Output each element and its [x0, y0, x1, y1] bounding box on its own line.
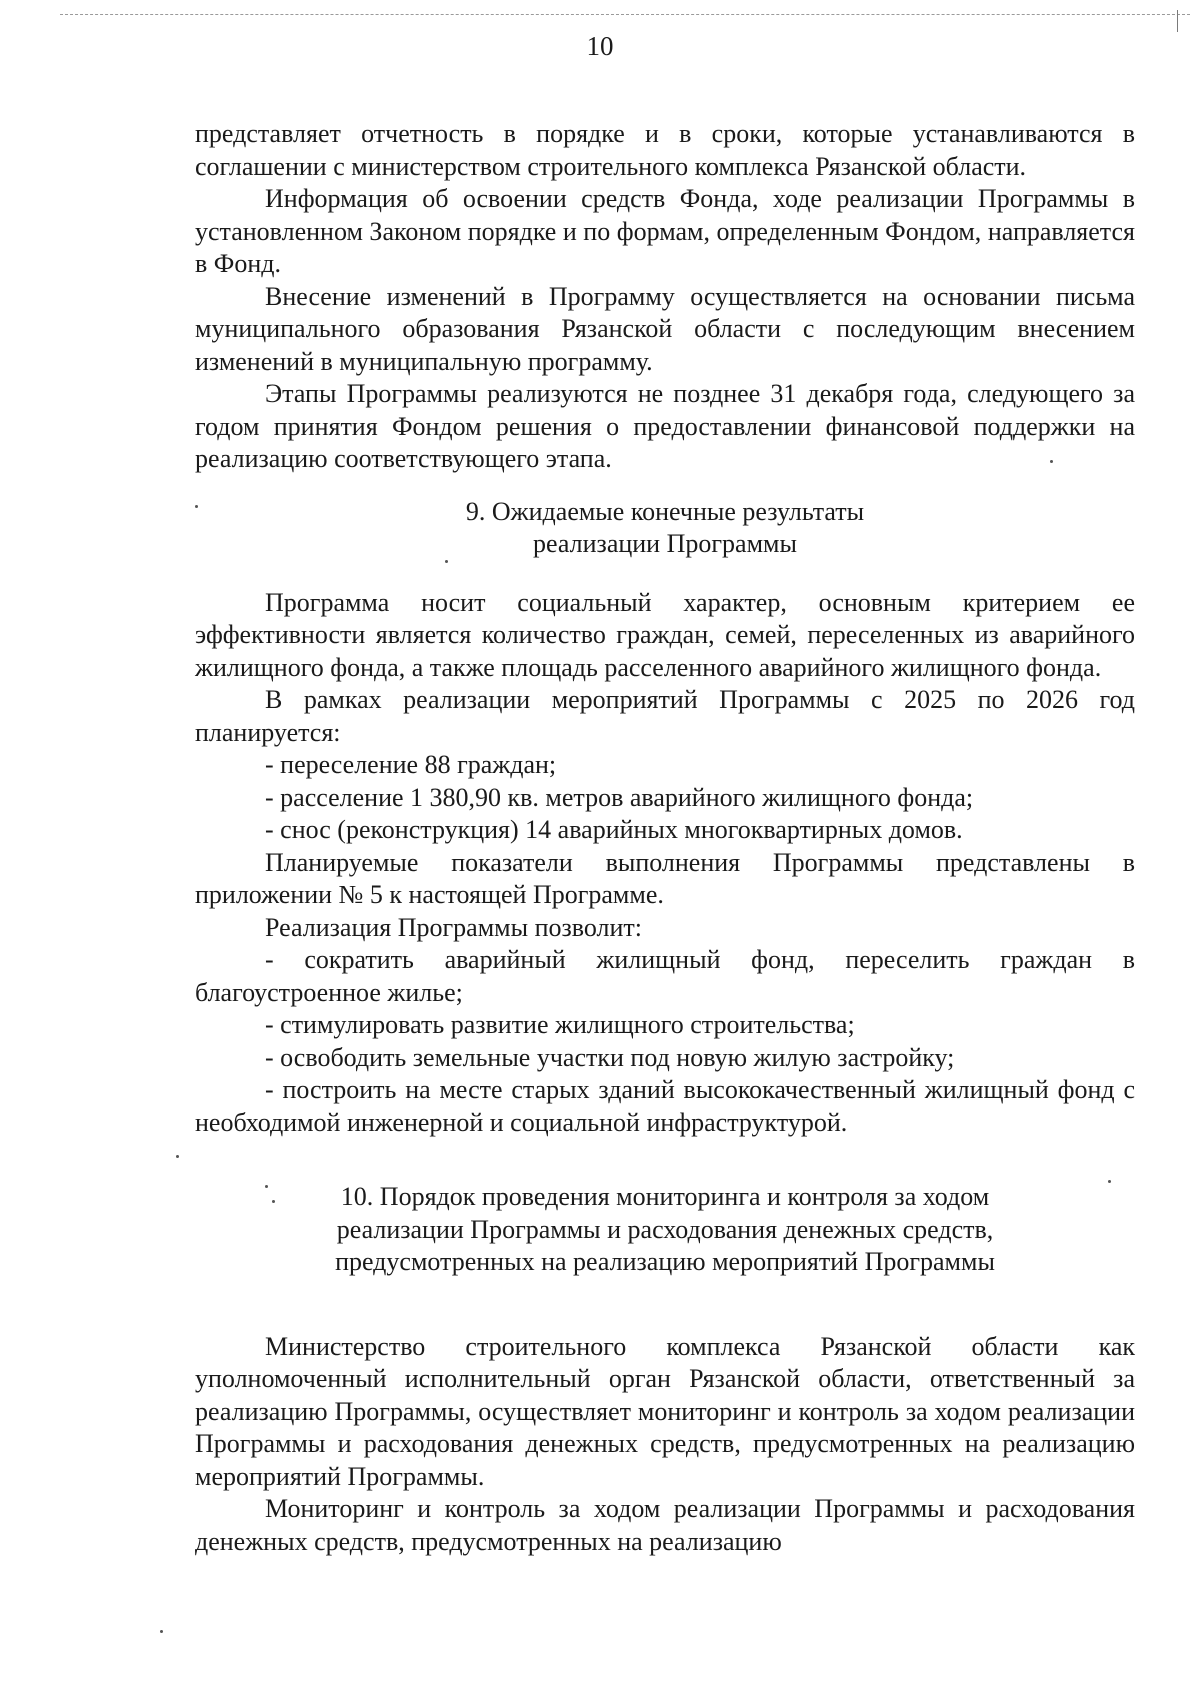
paragraph-monitoring: Мониторинг и контроль за ходом реализации Программы и расходования денежных средств, предусмотренных на реализацию: [195, 1494, 1135, 1556]
paragraph-stages: Этапы Программы реализуются не позднее 31 декабря года, следующего за годом принятия Фондом решения о предоставлении финансовой поддержки на реализацию соответствующего этапа.: [195, 379, 1135, 473]
paragraph-social-character: Программа носит социальный характер, основным критерием ее эффективности является количество граждан, семей, переселенных из аварийного жилищного фонда, а также площадь расселенного аварийного жилищного фонда.: [195, 587, 1135, 682]
section-10-heading-line: предусмотренных на реализацию мероприятий Программы: [335, 1247, 995, 1276]
scan-speck: [1108, 1180, 1111, 1183]
document-body: [195, 118, 1135, 1558]
list-item-planned: - расселение 1 380,90 кв. метров аварийного жилищного фонда;: [265, 782, 974, 812]
scan-edge-line: [60, 14, 1190, 15]
paragraph-reporting: представляет отчетность в порядке и в сроки, которые устанавливаются в соглашении с министерством строительного комплекса Рязанской области.: [195, 119, 1135, 181]
scan-speck: [1050, 460, 1053, 463]
paragraph-fund-info: Информация об освоении средств Фонда, ходе реализации Программы в установленном Законом порядке и по формам, определенным Фондом, направляется в Фонд.: [195, 184, 1135, 278]
paragraph-ministry: Министерство строительного комплекса Рязанской области как уполномоченный исполнительный орган Рязанской области, ответственный за реализацию Программы, осуществляет мониторинг и контроль за ходом реализации Программы и расходования денежных средств, предусмотренных на реализацию мероприятий Программы.: [195, 1331, 1135, 1491]
list-item-benefit: - построить на месте старых зданий высококачественный жилищный фонд с необходимой инженерной и социальной инфраструктурой.: [195, 1075, 1135, 1137]
paragraph-benefits-intro: Реализация Программы позволит:: [265, 912, 642, 942]
section-9-heading: [195, 496, 1135, 561]
section-9-heading-line: 9. Ожидаемые конечные результаты: [465, 496, 865, 526]
paragraph-planned: В рамках реализации мероприятий Программы с 2025 по 2026 год планируется:: [195, 685, 1135, 747]
scan-speck: [195, 505, 198, 508]
paragraph-indicators: Планируемые показатели выполнения Программы представлены в приложении № 5 к настоящей Программе.: [195, 847, 1135, 909]
scan-speck: [272, 1200, 275, 1203]
section-10-heading-line: реализации Программы и расходования денежных средств,: [336, 1214, 994, 1244]
list-item-benefit: - сократить аварийный жилищный фонд, переселить граждан в благоустроенное жилье;: [195, 945, 1135, 1007]
section-9-heading-line: реализации Программы: [533, 529, 797, 558]
section-10-heading: [195, 1181, 1135, 1279]
paragraph-changes: Внесение изменений в Программу осуществляется на основании письма муниципального образования Рязанской области с последующим внесением изменений в муниципальную программу.: [195, 281, 1135, 376]
list-item-benefit: - освободить земельные участки под новую жилую застройку;: [265, 1042, 955, 1072]
list-item-planned: - переселение 88 граждан;: [265, 750, 557, 779]
scan-speck: [445, 560, 448, 563]
scan-speck: [160, 1630, 163, 1633]
scan-speck: [176, 1155, 179, 1158]
list-item-planned: - снос (реконструкция) 14 аварийных многоквартирных домов.: [265, 815, 963, 844]
list-item-benefit: - стимулировать развитие жилищного строительства;: [265, 1010, 855, 1039]
section-10-heading-line: 10. Порядок проведения мониторинга и контроля за ходом: [340, 1182, 990, 1211]
page-number: 10: [586, 31, 614, 61]
scan-speck: [265, 1185, 268, 1188]
